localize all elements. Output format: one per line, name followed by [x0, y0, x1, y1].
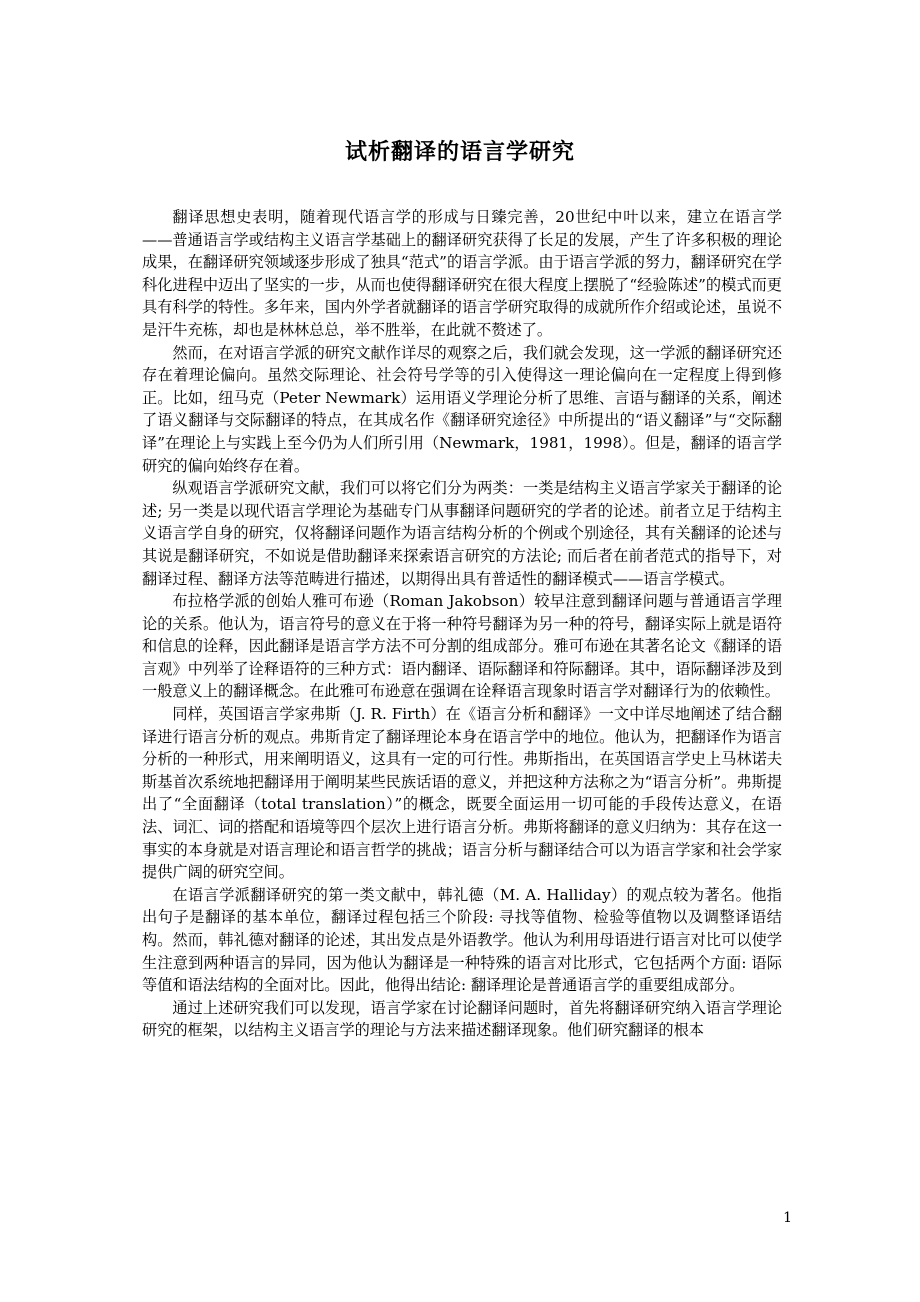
- paragraph: 通过上述研究我们可以发现，语言学家在讨论翻译问题时，首先将翻译研究纳入语言学理论研究的框架，以结构主义语言学的理论与方法来描述翻译现象。他们研究翻译的根本: [142, 998, 782, 1040]
- paragraph: 布拉格学派的创始人雅可布逊（Roman Jakobson）较早注意到翻译问题与普通语言学理论的关系。他认为，语言符号的意义在于将一种符号翻译为另一种的符号，翻译实际上就是语符和信息的诠释，因此翻译是语言学方法不可分割的组成部分。雅可布逊在其著名论文《翻译的语言观》中列举了诠释语符的三种方式：语内翻译、语际翻译和符际翻译。其中，语际翻译涉及到一般意义上的翻译概念。在此雅可布逊意在强调在诠释语言现象时语言学对翻译行为的依赖性。: [142, 592, 782, 701]
- paragraph: 翻译思想史表明，随着现代语言学的形成与日臻完善，20世纪中叶以来，建立在语言学——普通语言学或结构主义语言学基础上的翻译研究获得了长足的发展，产生了许多积极的理论成果，在翻译研究领域逐步形成了独具“范式”的语言学派。由于语言学派的努力，翻译研究在学科化进程中迈出了坚实的一步，从而也使得翻译研究在很大程度上摆脱了“经验陈述”的模式而更具有科学的特性。多年来，国内外学者就翻译的语言学研究取得的成就所作介绍或论述，虽说不是汗牛充栋，却也是林林总总，举不胜举，在此就不赘述了。: [142, 208, 782, 339]
- page-number: 1: [783, 1210, 792, 1226]
- paragraph: 在语言学派翻译研究的第一类文献中，韩礼德（M. A. Halliday）的观点较为著名。他指出句子是翻译的基本单位，翻译过程包括三个阶段: 寻找等值物、检验等值物以及调整译语结构。然而，韩礼德对翻译的论述，其出发点是外语教学。他认为利用母语进行语言对比可以使学生注意到两种语言的异同，因为他认为翻译是一种特殊的语言对比形式，它包括两个方面: 语际等值和语法结构的全面对比。因此，他得出结论: 翻译理论是普通语言学的重要组成部分。: [142, 885, 782, 995]
- page-title: 试析翻译的语言学研究: [344, 139, 575, 165]
- paragraph: 纵观语言学派研究文献，我们可以将它们分为两类：一类是结构主义语言学家关于翻译的论述; 另一类是以现代语言学理论为基础专门从事翻译问题研究的学者的论述。前者立足于结构主义语言学自身的研究，仅将翻译问题作为语言结构分析的个例或个别途径，其有关翻译的论述与其说是翻译研究，不如说是借助翻译来探索语言研究的方法论; 而后者在前者范式的指导下，对翻译过程、翻译方法等范畴进行描述，以期得出具有普适性的翻译模式——语言学模式。: [142, 479, 782, 588]
- document-body: [142, 206, 782, 1042]
- paragraph: 同样，英国语言学家弗斯（J. R. Firth）在《语言分析和翻译》一文中详尽地阐述了结合翻译进行语言分析的观点。弗斯肯定了翻译理论本身在语言学中的地位。他认为，把翻译作为语言分析的一种形式，用来阐明语义，这具有一定的可行性。弗斯指出，在英国语言学史上马林诺夫斯基首次系统地把翻译用于阐明某些民族话语的意义，并把这种方法称之为“语言分析”。弗斯提出了“全面翻译（total translation）”的概念，既要全面运用一切可能的手段传达意义，在语法、词汇、词的搭配和语境等四个层次上进行语言分析。弗斯将翻译的意义归纳为：其存在这一事实的本身就是对语言理论和语言哲学的挑战；语言分析与翻译结合可以为语言学家和社会学家提供广阔的研究空间。: [142, 705, 782, 882]
- paragraph: 然而，在对语言学派的研究文献作详尽的观察之后，我们就会发现，这一学派的翻译研究还存在着理论偏向。虽然交际理论、社会符号学等的引入使得这一理论偏向在一定程度上得到修正。比如，纽马克（Peter Newmark）运用语义学理论分析了思维、言语与翻译的关系，阐述了语义翻译与交际翻译的特点，在其成名作《翻译研究途径》中所提出的“语义翻译”与“交际翻译”在理论上与实践上至今仍为人们所引用（Newmark，1981，1998）。但是，翻译的语言学研究的偏向始终存在着。: [142, 343, 782, 475]
